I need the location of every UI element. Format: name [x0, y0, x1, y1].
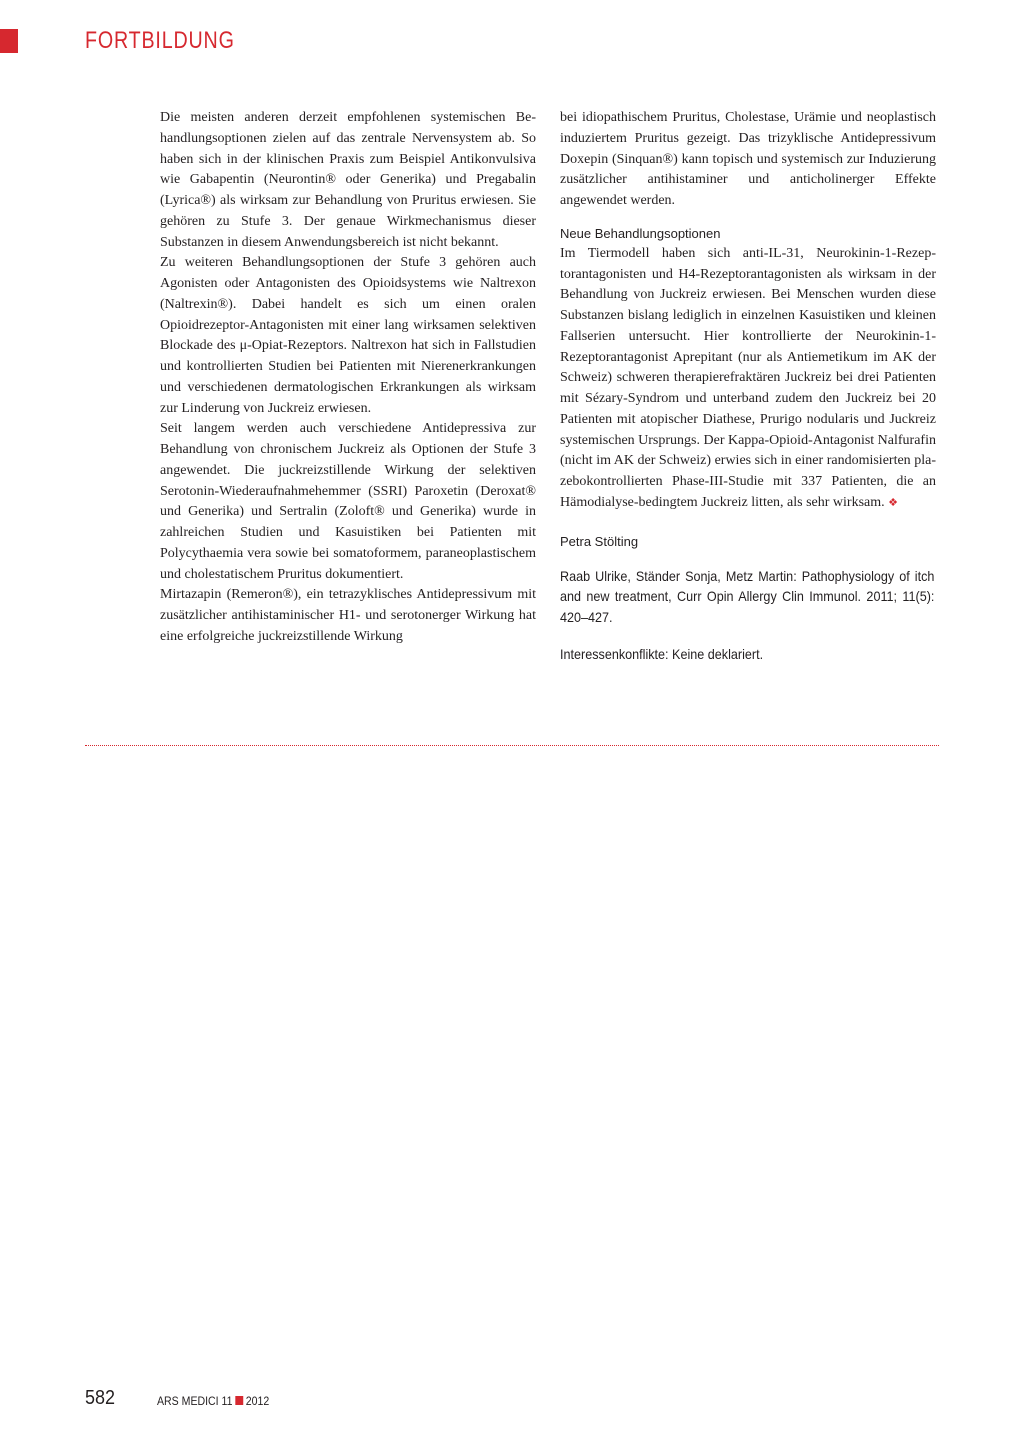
body-paragraph: Zu weiteren Behandlungsoptionen der Stufe 3 gehören auch Agonisten oder Antagonisten des Opioidsystems wie Naltrexon (Naltrexin®). Dabei handelt es sich um einen oralen Opioidrezeptor-Antagonisten mit einer lang wirksamen selektiven Blockade des μ-Opiat-Rezeptors. Naltrexon hat sich in Fallstudien und kontrollierten Studien bei Patienten mit Nierenerkrankungen und verschiedenen dermatologischen Erkrankungen als wirksam zur Linderung von Juckreiz erwiesen.	[160, 255, 536, 416]
journal-year: 2012	[245, 1394, 270, 1408]
journal-footer	[157, 1393, 269, 1409]
journal-name: ARS MEDICI 11	[157, 1394, 233, 1408]
author-name: Petra Stölting	[560, 533, 639, 549]
subheading: Neue Behandlungsoptionen	[560, 225, 721, 241]
page-number: 582	[85, 1387, 116, 1409]
footer-square-icon	[235, 1396, 243, 1405]
end-of-article-icon: ❖	[888, 496, 899, 509]
dotted-divider	[85, 745, 939, 746]
left-column	[160, 108, 536, 648]
section-marker	[0, 29, 18, 53]
body-paragraph	[560, 244, 936, 514]
body-text: Im Tiermodell haben sich anti-IL-31, Neurokinin-1-Rezeptorantagonisten und H4-Rezeptorantagonisten als wirksam in der Behandlung von Juckreiz erwiesen. Bei Menschen wurden diese Substanzen bislang lediglich in einzelnen Kasuistiken und kleinen Fallserien untersucht. Hier kontrollierte der Neurokinin-1-Rezeptorantagonist Aprepitant (nur als Antiemetikum im AK der Schweiz) schweren therapierefraktären Juckreiz bei drei Patienten mit Sézary-Syndrom und unterband zudem den Juckreiz bei 20 Patienten mit atopischer Diathese, Prurigo nodularis und Juckreiz systemischen Ursprungs. Der Kappa-Opioid-Antagonist Nalfurafin (nicht im AK der Schweiz) erwies sich in einer randomisierten plazebokontrollierten Phase-III-Studie mit 337 Patienten, die an Hämodialyse-bedingtem Juckreiz litten, als sehr wirksam.	[560, 245, 936, 510]
section-title: FORTBILDUNG	[85, 27, 235, 54]
body-paragraph: Die meisten anderen derzeit empfohlenen systemischen Behandlungsoptionen zielen auf das zentrale Nervensystem ab. So haben sich in der klinischen Praxis zum Beispiel Antikonvulsiva wie Gabapentin (Neurontin® oder Generika) und Pregabalin (Lyrica®) als wirksam zur Behandlung von Pruritus erwiesen. Sie gehören zu Stufe 3. Der genaue Wirkmechanismus dieser Substanzen in diesem Anwendungsbereich ist nicht bekannt.	[160, 110, 536, 250]
conflict-statement: Interessenkonflikte: Keine deklariert.	[560, 645, 764, 662]
body-paragraph: Mirtazapin (Remeron®), ein tetrazyklisches Antidepressivum mit zusätzlicher antihistaminischer H1- und serotonerger Wirkung hat eine erfolgreiche juckreizstillende Wirkung	[160, 587, 536, 644]
right-column	[560, 108, 936, 665]
body-paragraph: bei idiopathischem Pruritus, Cholestase, Urämie und neoplastisch induziertem Pruritus gezeigt. Das trizyklische Antidepressivum Doxepin (Sinquan®) kann topisch und systemisch zur Induzierung zusätzlicher antihistaminer und anticholinerger Effekte angewendet werden.	[560, 110, 936, 208]
reference: Raab Ulrike, Ständer Sonja, Metz Martin: Pathophysiology of itch and new treatment, Curr Opin Allergy Clin Immunol. 2011; 11(5): 420–427.	[560, 567, 935, 625]
body-paragraph: Seit langem werden auch verschiedene Antidepressiva zur Behandlung von chronischem Juckreiz als Optionen der Stufe 3 angewendet. Die juckreizstillende Wirkung der selektiven Serotonin-Wiederaufnahmehemmer (SSRI) Paroxetin (Deroxat® und Generika) und Sertralin (Zoloft® und Generika) wurde in zahlreichen Studien und Kasuistiken bei Patienten mit Polycythaemia vera sowie bei somatoformem, paraneoplastischem und cholestatischem Pruritus dokumentiert.	[160, 421, 536, 582]
